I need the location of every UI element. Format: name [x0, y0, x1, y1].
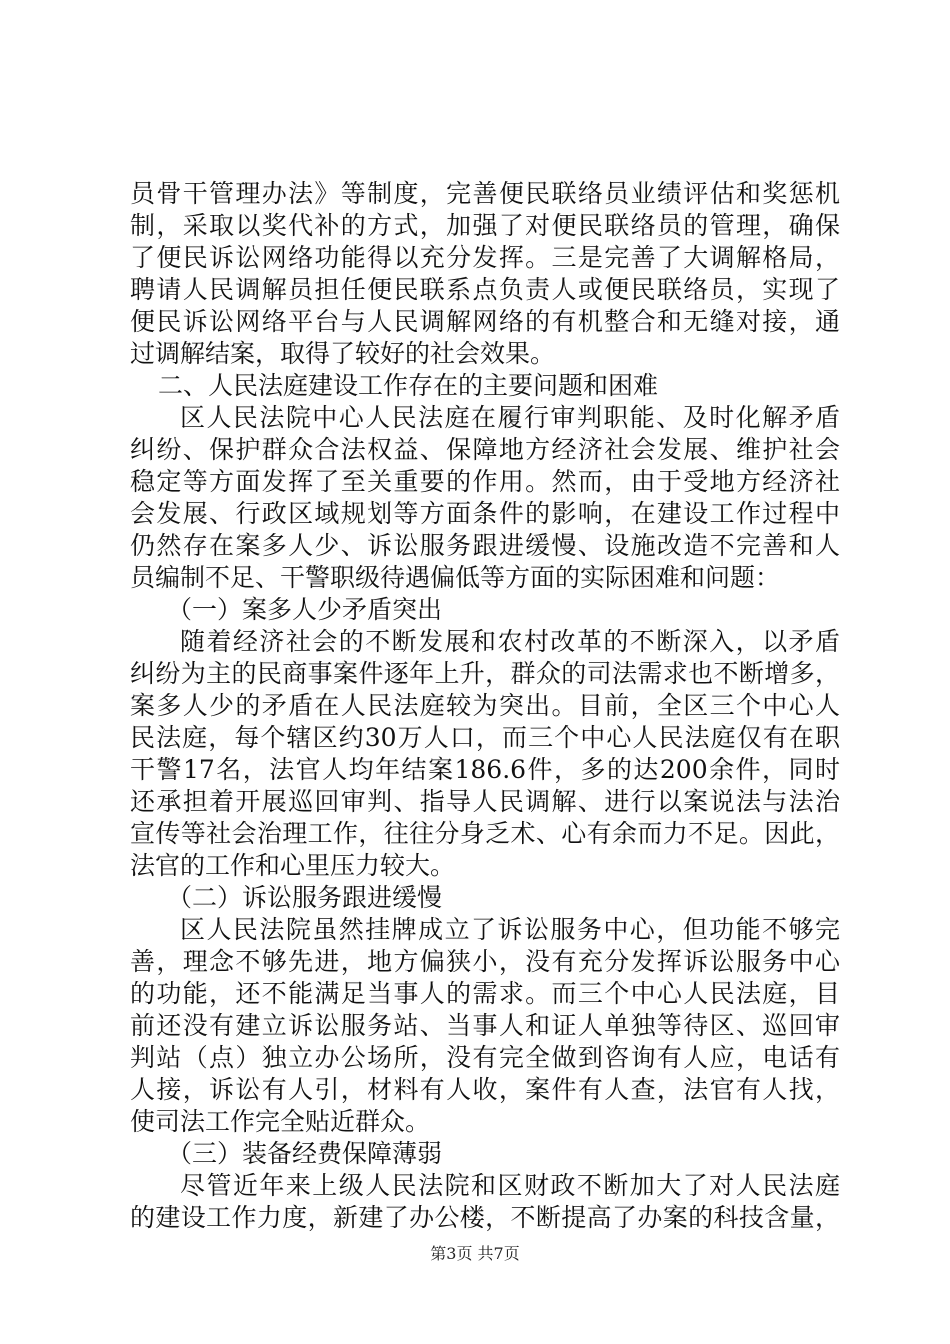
text-line: 干警17名，法官人均年结案186.6件，多的达200余件，同时 — [130, 755, 840, 784]
subsection-heading: （一）案多人少矛盾突出 — [167, 595, 443, 624]
text-line: 会发展、行政区域规划等方面条件的影响，在建设工作过程中 — [130, 499, 840, 528]
text-line: 仍然存在案多人少、诉讼服务跟进缓慢、设施改造不完善和人 — [130, 531, 840, 560]
text-line: 了便民诉讼网络功能得以充分发挥。三是完善了大调解格局， — [130, 243, 840, 272]
text-line: 判站（点）独立办公场所，没有完全做到咨询有人应，电话有 — [130, 1043, 840, 1072]
text-line: 区人民法院中心人民法庭在履行审判职能、及时化解矛盾 — [180, 403, 840, 432]
text-line: 随着经济社会的不断发展和农村改革的不断深入，以矛盾 — [180, 627, 840, 656]
text-line: 过调解结案，取得了较好的社会效果。 — [130, 339, 556, 368]
subsection-heading: （三）装备经费保障薄弱 — [167, 1139, 443, 1168]
text-line: 稳定等方面发挥了至关重要的作用。然而，由于受地方经济社 — [130, 467, 840, 496]
text-line: 员编制不足、干警职级待遇偏低等方面的实际困难和问题： — [130, 563, 781, 592]
page-number-footer: 第3页 共7页 — [430, 1244, 520, 1263]
text-line: 前还没有建立诉讼服务站、当事人和证人单独等待区、巡回审 — [130, 1011, 840, 1040]
text-line: 人接，诉讼有人引，材料有人收，案件有人查，法官有人找， — [130, 1075, 840, 1104]
text-line: 区人民法院虽然挂牌成立了诉讼服务中心，但功能不够完 — [180, 915, 840, 944]
text-line: 制，采取以奖代补的方式，加强了对便民联络员的管理，确保 — [130, 211, 840, 240]
text-line: 案多人少的矛盾在人民法庭较为突出。目前，全区三个中心人 — [130, 691, 840, 720]
text-line: 民法庭，每个辖区约30万人口，而三个中心人民法庭仅有在职 — [130, 723, 840, 752]
section-heading: 二、人民法庭建设工作存在的主要问题和困难 — [158, 371, 659, 400]
text-line: 还承担着开展巡回审判、指导人民调解、进行以案说法与法治 — [130, 787, 840, 816]
text-line: 的建设工作力度，新建了办公楼，不断提高了办案的科技含量， — [130, 1203, 840, 1232]
text-line: 使司法工作完全贴近群众。 — [130, 1107, 431, 1136]
text-line: 善，理念不够先进，地方偏狭小，没有充分发挥诉讼服务中心 — [130, 947, 840, 976]
subsection-heading: （二）诉讼服务跟进缓慢 — [167, 883, 443, 912]
text-line: 宣传等社会治理工作，往往分身乏术、心有余而力不足。因此， — [130, 819, 840, 848]
body-text — [130, 178, 840, 1234]
text-line: 聘请人民调解员担任便民联系点负责人或便民联络员，实现了 — [130, 275, 840, 304]
text-line: 纠纷、保护群众合法权益、保障地方经济社会发展、维护社会 — [130, 435, 840, 464]
text-line: 纠纷为主的民商事案件逐年上升，群众的司法需求也不断增多， — [130, 659, 840, 688]
text-line: 便民诉讼网络平台与人民调解网络的有机整合和无缝对接，通 — [130, 307, 840, 336]
text-line: 的功能，还不能满足当事人的需求。而三个中心人民法庭，目 — [130, 979, 840, 1008]
text-line: 法官的工作和心里压力较大。 — [130, 851, 456, 880]
text-line: 尽管近年来上级人民法院和区财政不断加大了对人民法庭 — [180, 1171, 840, 1200]
text-line: 员骨干管理办法》等制度，完善便民联络员业绩评估和奖惩机 — [130, 179, 840, 208]
